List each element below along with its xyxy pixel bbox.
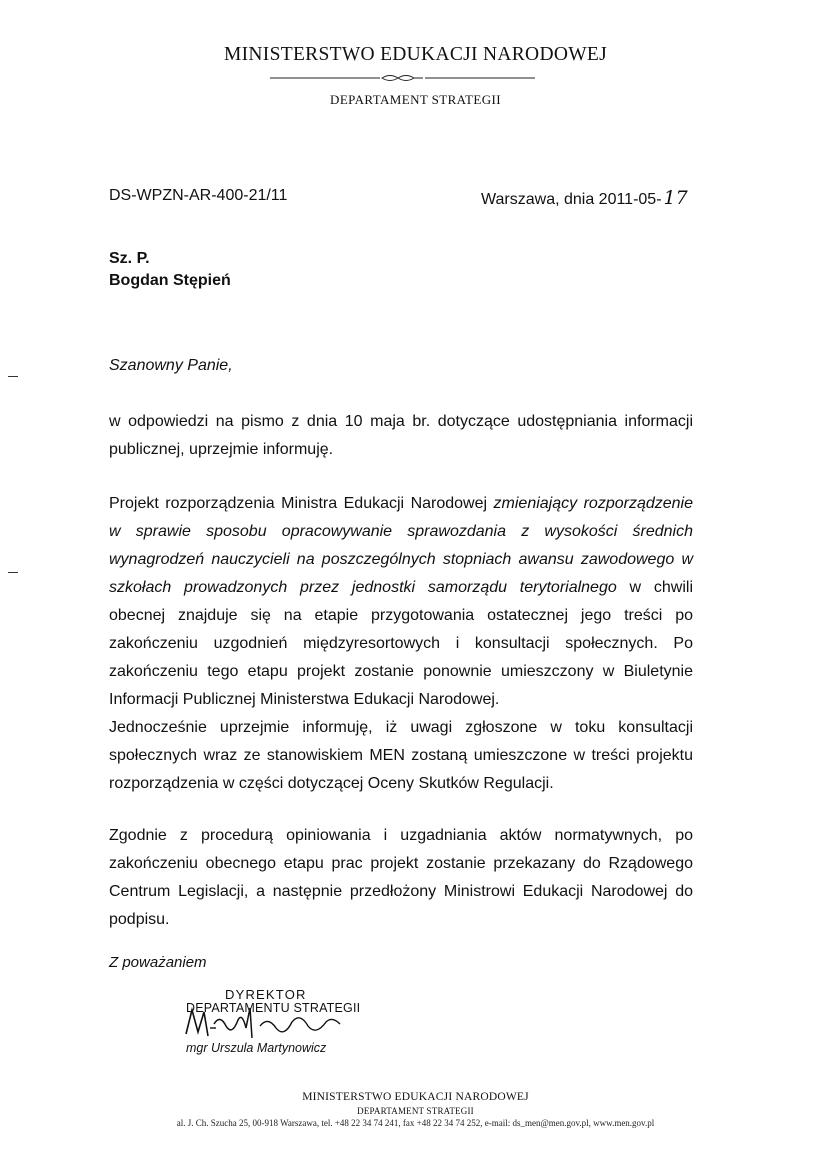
paragraph-2-main bbox=[109, 490, 693, 714]
footer-address: al. J. Ch. Szucha 25, 00-918 Warszawa, tel. +48 22 34 74 241, fax +48 22 34 74 252, e-mail: ds_men@men.gov.pl, www.men.gov.pl bbox=[176, 1118, 655, 1128]
letterhead-ornament bbox=[270, 73, 535, 83]
footer-ministry: MINISTERSTWO EDUKACJI NARODOWEJ bbox=[302, 1091, 529, 1103]
place-date-printed: Warszawa, dnia 2011-05- bbox=[481, 191, 662, 208]
handwritten-signature bbox=[180, 1002, 350, 1044]
place-date bbox=[481, 187, 688, 209]
recipient-block bbox=[109, 248, 231, 292]
paragraph-3-text: Zgodnie z procedurą opiniowania i uzgadniania aktów normatywnych, po zakończeniu obecnego etapu prac projekt zostanie przekazany do Rządowego Centrum Legislacji, a następnie przedłożony Ministrowi Edukacji Narodowej do podpisu. bbox=[109, 827, 693, 928]
letterhead-department: DEPARTAMENT STRATEGII bbox=[330, 92, 501, 107]
signer-name: mgr Urszula Martynowicz bbox=[186, 1041, 327, 1055]
scan-mark bbox=[8, 572, 18, 573]
salutation: Szanowny Panie, bbox=[109, 357, 233, 374]
reference-number: DS-WPZN-AR-400-21/11 bbox=[109, 187, 288, 204]
paragraph-1-text: w odpowiedzi na pismo z dnia 10 maja br. dotyczące udostępniania informacji publicznej, uprzejmie informuję. bbox=[109, 413, 693, 458]
paragraph-3 bbox=[109, 822, 693, 934]
paragraph-1 bbox=[109, 408, 693, 464]
paragraph-2-intro: Projekt rozporządzenia Ministra Edukacji Narodowej bbox=[109, 495, 494, 512]
place-date-handwritten-day: 17 bbox=[663, 187, 688, 209]
letterhead-ministry: MINISTERSTWO EDUKACJI NARODOWEJ bbox=[223, 44, 608, 65]
closing: Z poważaniem bbox=[109, 954, 207, 971]
scan-mark bbox=[8, 376, 18, 377]
paragraph-2-rest: w chwili obecnej znajduje się na etapie przygotowania ostatecznej jego treści po zakończeniu uzgodnień międzyresortowych i konsultacji społecznych. Po zakończeniu tego etapu projekt zostanie ponownie umieszczony w Biuletynie Informacji Publicznej Ministerstwa Edukacji Narodowej. bbox=[109, 579, 694, 708]
signature-title: DYREKTOR bbox=[225, 987, 307, 1002]
regulation-title: zmieniający rozporządzenie w sprawie sposobu opracowywanie sprawozdania z wysokości średnich wynagrodzeń nauczycieli na poszczególnych stopniach awansu zawodowego w szkołach prowadzonych przez jednostki samorządu terytorialnego bbox=[109, 495, 694, 596]
recipient-prefix: Sz. P. bbox=[109, 250, 150, 267]
footer-department: DEPARTAMENT STRATEGII bbox=[357, 1106, 474, 1116]
signature-department: DEPARTAMENTU STRATEGII bbox=[186, 1001, 361, 1015]
paragraph-2-second: Jednocześnie uprzejmie informuję, iż uwagi zgłoszone w toku konsultacji społecznych wraz ze stanowiskiem MEN zostaną umieszczone w treści projektu rozporządzenia w części dotyczącej Oceny Skutków Regulacji. bbox=[109, 719, 693, 792]
paragraph-2 bbox=[109, 490, 693, 798]
recipient-name: Bogdan Stępień bbox=[109, 272, 231, 289]
